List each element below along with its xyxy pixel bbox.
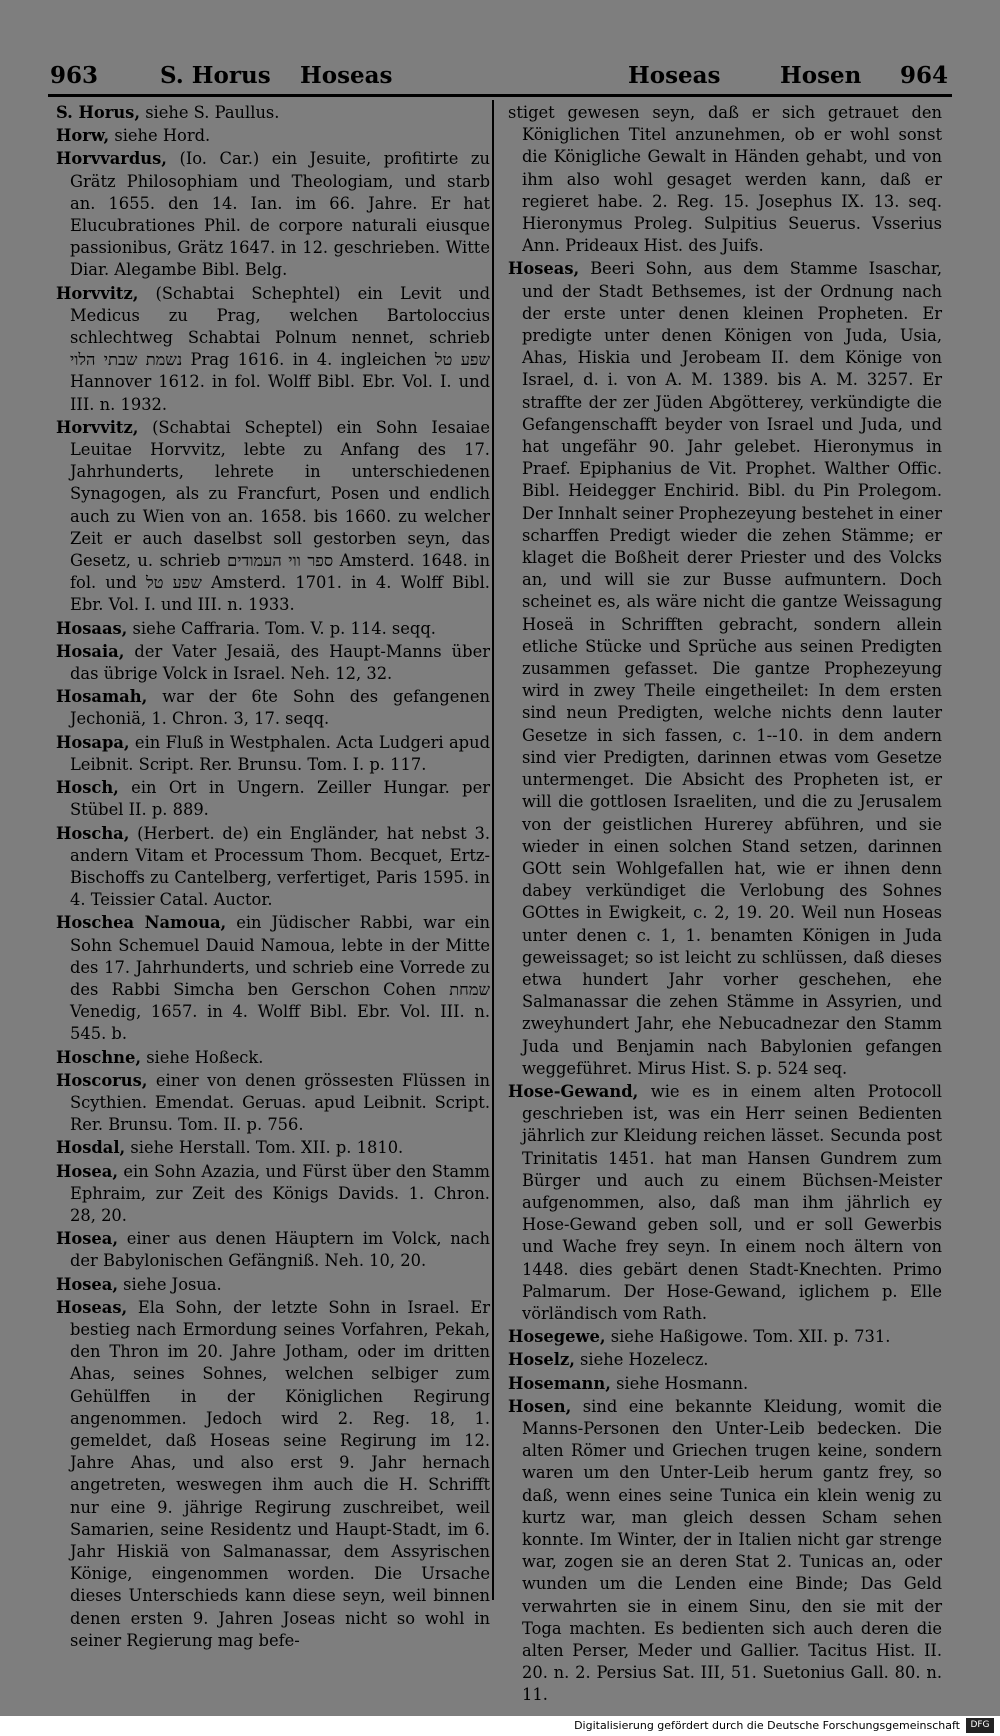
- entry-headword: Hosemann,: [508, 1373, 611, 1393]
- entry-text: war der 6te Sohn des gefangenen Jechoniä, 1. Chron. 3, 17. seqq.: [70, 687, 490, 729]
- entry-text: siehe Josua.: [118, 1274, 222, 1294]
- entry-headword: Hosch,: [56, 778, 119, 798]
- dictionary-entry: [56, 102, 490, 124]
- entry-text: siehe Hozelecz.: [574, 1350, 709, 1370]
- dictionary-entry: [56, 125, 490, 147]
- running-head-left-1: S. Horus: [160, 62, 271, 89]
- dictionary-entry: [56, 823, 490, 912]
- entry-headword: Horvvitz,: [56, 417, 139, 437]
- running-head-right-2: Hosen: [780, 62, 862, 89]
- entry-text: siehe S. Paullus.: [140, 103, 280, 122]
- dictionary-entry: [56, 1228, 490, 1272]
- entry-headword: Horw,: [56, 126, 110, 146]
- entry-text: Beeri Sohn, aus dem Stamme Isaschar, und der Stadt Bethsemes, ist der Ordnung nach der erste unter denen kleinen Propheten. Er predigte unter denen Königen von Juda, Usia, Ahas, Hiskia und Jerobeam II. dem Könige von Israel, d. i. von A. M. 1389. bis A. M. 3257. Er straffte der zer Jüden Abgötterey, verkündigte die Gefangenschafft beyder von Israel und Juda, und hat ungefähr 90. Jahr gelebet. Hieronymus in Praef. Epiphanius de Vit. Prophet. Walther Offic. Bibl. Heidegger Enchirid. Bibl. du Pin Prolegom. Der Innhalt seiner Prophezeyung bestehet in einer scharffen Predigt wieder die zehen Stämme; er klaget die Boßheit derer Priester und des Volcks an, und will sie zur Busse aufmuntern. Doch scheinet es, als wäre nicht die gantze Weissagung Hoseä in Schrifften gebracht, sondern allein etliche Stücke und Sprüche aus seinen Predigten zusammen gefasset. Die gantze Prophezeyung wird in zwey Theile eingetheilet: In dem ersten sind neun Predigten, welche nichts denn lauter Gesetze in sich fassen, c. 1--10. in dem andern sind vier Predigten, darinnen etwas vom Gesetze untermenget. Die Absicht des Propheten ist, er will die gottlosen Israeliten, und die zu Jerusalem von der geistlichen Hurerey abführen, und sie wieder in einen solchen Stand setzen, darinnen GOtt sein Wohlgefallen hat, wie er ihnen denn dabey verkündiget die Verlobung des Sohnes GOttes in Ewigkeit, c. 2, 19. 20. Weil nun Hoseas unter denen c. 1, 1. benamten Königen in Juda geweissaget; so ist leicht zu schlüssen, daß dieses etwa hundert Jahr vorher geschehen, ehe Salmanassar die zehen Stämme in Assyrien, und zweyhundert Jahr, ehe Nebucadnezar den Stamm Juda und Benjamin nach Babylonien gefangen weggeführet. Mirus Hist. S. p. 524 seq.: [522, 259, 942, 1078]
- page-number-right: 964: [900, 62, 949, 89]
- entry-headword: Hosea,: [56, 1274, 118, 1294]
- entry-text: siehe Hord.: [109, 126, 211, 146]
- dictionary-entry: [508, 258, 942, 1080]
- entry-headword: Horvvitz,: [56, 283, 139, 303]
- entry-text: der Vater Jesaiä, des Haupt-Manns über das übrige Volck in Israel. Neh. 12, 32.: [70, 641, 490, 684]
- entry-headword: Hosaas,: [56, 618, 128, 638]
- entry-headword: Hosamah,: [56, 687, 148, 707]
- entry-headword: Hoscha,: [56, 823, 130, 843]
- entry-text: siehe Caffraria. Tom. V. p. 114. seqq.: [127, 618, 436, 638]
- entry-text: stiget gewesen seyn, daß er sich getrauet den Königlichen Titel anzunehmen, ob er wohl sonst die Königliche Gewalt in Händen gehabt, und von ihm also wohl gesaget werden kann, daß er regieret habe. 2. Reg. 15. Josephus IX. 13. seq. Hieronymus Proleg. Sulpitius Seuerus. Vsserius Ann. Prideaux Hist. des Juifs.: [508, 103, 942, 256]
- dictionary-entry: [508, 1349, 942, 1371]
- right-column: [508, 102, 942, 1708]
- dictionary-entry: [56, 148, 490, 281]
- footer-credit: Digitalisierung gefördert durch die Deutsche Forschungsgemeinschaft: [574, 1719, 960, 1732]
- entry-headword: Hosdal,: [56, 1138, 126, 1158]
- entry-text: (Herbert. de) ein Engländer, hat nebst 3. andern Vitam et Processum Thom. Becquet, Ertz-Bischoffs zu Cantelberg, verfertiget, Paris 1595. in 4. Teissier Catal. Auctor.: [70, 823, 490, 910]
- dictionary-entry: [508, 1326, 942, 1348]
- entry-headword: Hosegewe,: [508, 1327, 606, 1347]
- dictionary-entry: [56, 732, 490, 776]
- dictionary-entry: [56, 618, 490, 640]
- entry-text: (Io. Car.) ein Jesuite, profitirte zu Grätz Philosophiam und Theologiam, und starb an. 1655. den 14. Ian. im 66. Jahre. Er hat Elucubrationes Phil. de corpore naturali eiusque passionibus, Grätz 1647. in 12. geschrieben. Witte Diar. Alegambe Bibl. Belg.: [70, 149, 490, 280]
- entry-headword: Hoscorus,: [56, 1070, 148, 1090]
- dictionary-entry: [56, 777, 490, 821]
- entry-text: Ela Sohn, der letzte Sohn in Israel. Er bestieg nach Ermordung seines Vorfahren, Pekah, den Thron im 20. Jahre Jotham, oder im dritten Ahas, seines Sohnes, welchen selbiger zum Gehülffen in der Königlichen Regirung angenommen. Jedoch wird 2. Reg. 18, 1. gemeldet, daß Hoseas seine Regirung im 12. Jahre Ahas, und also erst 9. Jahr hernach angetreten, weswegen ihm auch die H. Schrifft nur eine 9. jährige Regirung zuschreibet, weil Samarien, seine Residentz und Haupt-Stadt, im 6. Jahr Hiskiä von Salmanassar, dem Assyrischen Könige, eingenommen worden. Die Ursache dieses Unterschieds kann diese seyn, weil binnen denen ersten 9. Jahren Joseas nicht so wohl in seiner Regierung mag befe-: [70, 1297, 490, 1650]
- dictionary-entry: [56, 1137, 490, 1159]
- running-head-right-1: Hoseas: [628, 62, 721, 89]
- entry-text: siehe Hoßeck.: [141, 1047, 264, 1067]
- footer-bar: [0, 1716, 1000, 1736]
- entry-text: siehe Haßigowe. Tom. XII. p. 731.: [605, 1327, 891, 1347]
- dictionary-entry: [56, 417, 490, 617]
- column-divider: [492, 100, 494, 1600]
- dictionary-entry: [56, 641, 490, 685]
- dfg-logo: DFG: [966, 1718, 994, 1733]
- entry-headword: Hosapa,: [56, 732, 130, 752]
- dictionary-entry: [56, 1161, 490, 1228]
- entry-headword: Hoschne,: [56, 1047, 142, 1067]
- dictionary-entry: [56, 686, 490, 730]
- entry-headword: Hoseas,: [508, 259, 580, 279]
- running-head-left-2: Hoseas: [300, 62, 393, 89]
- entry-headword: Hoselz,: [508, 1350, 575, 1370]
- dictionary-entry: [56, 1070, 490, 1137]
- entry-headword: Hosaia,: [56, 641, 125, 661]
- entry-text: (Schabtai Scheptel) ein Sohn Iesaiae Leuitae Horvvitz, lebte zu Anfang des 17. Jahrhunderts, lehrete in unterschiedenen Synagogen, als zu Francfurt, Posen und endlich auch zu Wien von an. 1658. bis 1660. zu welcher Zeit er auch daselbst soll gestorben seyn, das Gesetz, u. schrieb ספר ווי העמודים Amsterd. 1648. in fol. und שפע טל Amsterd. 1701. in 4. Wolff Bibl. Ebr. Vol. I. und III. n. 1933.: [70, 417, 490, 615]
- dictionary-entry: [56, 1047, 490, 1069]
- dictionary-entry: [56, 1297, 490, 1652]
- entry-text: ein Fluß in Westphalen. Acta Ludgeri apud Leibnit. Script. Rer. Brunsu. Tom. I. p. 117.: [70, 732, 490, 774]
- entry-headword: Hose-Gewand,: [508, 1081, 639, 1101]
- dictionary-entry: [508, 1396, 942, 1707]
- entry-headword: Hosea,: [56, 1161, 118, 1181]
- dictionary-entry: [508, 102, 942, 257]
- entry-headword: Hosea,: [56, 1229, 118, 1249]
- left-column: [56, 102, 490, 1653]
- entry-text: wie es in einem alten Protocoll geschrieben ist, was ein Herr seinen Bedienten jährlich zur Kleidung reichen lässet. Secunda post Trinitatis 1451. hat man Hansen Gundrem zum Bürger und auch zu einem Büchsen-Meister aufgenommen, also, daß man ihm jährlich ey Hose-Gewand geben soll, und er soll Gewerbis und Wache frey seyn. In einem noch ältern von 1448. dies gebärt denen Stadt-Knechten. Primo Palmarum. Der Hose-Gewand, iglichem p. Elle vörländisch vom Rath.: [522, 1081, 942, 1323]
- entry-headword: Hosen,: [508, 1396, 572, 1416]
- dictionary-entry: [508, 1373, 942, 1395]
- dictionary-entry: [56, 1274, 490, 1296]
- entry-text: ein Sohn Azazia, und Fürst über den Stamm Ephraim, zur Zeit des Königs Davids. 1. Chron. 28, 20.: [70, 1161, 490, 1225]
- entry-headword: Horvvardus,: [56, 149, 167, 169]
- page-number-left: 963: [50, 62, 99, 89]
- entry-text: einer aus denen Häuptern im Volck, nach der Babylonischen Gefängniß. Neh. 10, 20.: [70, 1229, 490, 1271]
- header-rule: [48, 94, 952, 97]
- dictionary-entry: [508, 1081, 942, 1325]
- dictionary-entry: [56, 912, 490, 1045]
- entry-text: siehe Herstall. Tom. XII. p. 1810.: [125, 1138, 404, 1158]
- entry-headword: Hoseas,: [56, 1297, 128, 1317]
- entry-text: (Schabtai Schephtel) ein Levit und Medicus zu Prag, welchen Bartoloccius schlechtweg Schabtai Polnum nennet, schrieb נשמת שבתי הלוי Prag 1616. in 4. ingleichen שפע טל Hannover 1612. in fol. Wolff Bibl. Ebr. Vol. I. und III. n. 1932.: [70, 283, 490, 414]
- entry-text: ein Ort in Ungern. Zeiller Hungar. per Stübel II. p. 889.: [70, 778, 490, 820]
- entry-text: einer von denen grössesten Flüssen in Scythien. Emendat. Geruas. apud Leibnit. Script. Rer. Brunsu. Tom. II. p. 756.: [70, 1070, 490, 1135]
- entry-headword: S. Horus,: [56, 103, 141, 122]
- entry-text: siehe Hosmann.: [610, 1373, 749, 1393]
- dictionary-entry: [56, 283, 490, 416]
- entry-headword: Hoschea Namoua,: [56, 913, 227, 933]
- entry-text: ein Jüdischer Rabbi, war ein Sohn Schemuel Dauid Namoua, lebte in der Mitte des 17. Jahrhunderts, und schrieb eine Vorrede zu des Rabbi Simcha ben Gerschon Cohen שמחת Venedig, 1657. in 4. Wolff Bibl. Ebr. Vol. III. n. 545. b.: [70, 913, 491, 1044]
- entry-text: sind eine bekannte Kleidung, womit die Manns-Personen den Unter-Leib bedecken. Die alten Römer und Griechen trugen keine, sondern waren um den Unter-Leib herum gantz frey, so daß, wenn eines seine Tunica ein klein wenig zu kurtz war, man gleich dessen Scham sehen konnte. Im Winter, der in Italien nicht gar strenge war, zogen sie an deren Stat 2. Tunicas an, oder wunden um die Lenden eine Binde; Das Geld verwahrten sie in einem Sinu, den sie mit der Toga machten. Es bedienten sich auch deren die alten Perser, Meder und Gallier. Tacitus Hist. II. 20. n. 2. Persius Sat. III, 51. Suetonius Gall. 80. n. 11.: [522, 1396, 942, 1705]
